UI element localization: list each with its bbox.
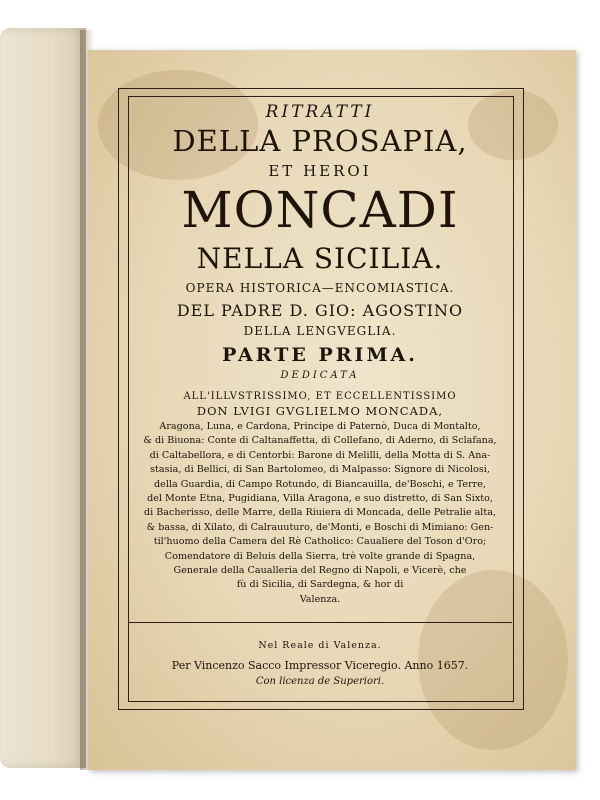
dedicata-label: DEDICATA	[280, 370, 360, 381]
volume-label: PARTE PRIMA.	[222, 344, 418, 366]
title-line-heroi: ET HEROI	[268, 162, 372, 180]
title-line-moncadi: MONCADI	[181, 181, 459, 239]
dedicatee-titles	[128, 420, 512, 607]
body-line: Generale della Caualleria del Regno di Napoli, e Vicerè, che	[173, 565, 467, 577]
body-line: stasia, di Bellici, di San Bartolomeo, di Malpasso: Signore di Nicolosi,	[150, 464, 490, 476]
author-surname: DELLA LENGVEGLIA.	[243, 324, 397, 338]
body-line: fù di Sicilia, di Sardegna, & hor di	[236, 579, 404, 591]
body-line: del Monte Etna, Pugidiana, Villa Aragona, e suo distretto, di San Sixto,	[147, 493, 493, 505]
imprint-printer: Per Vincenzo Sacco Impressor Viceregio. Anno 1657.	[171, 659, 469, 672]
body-line: Aragona, Luna, e Cardona, Principe di Paternò, Duca di Montalto,	[159, 421, 481, 432]
body-line: Valenza.	[299, 593, 341, 605]
body-line: della Guardia, di Campo Rotundo, di Biancauilla, de'Boschi, e Terre,	[154, 478, 486, 490]
title-line-sicilia: NELLA SICILIA.	[196, 242, 444, 275]
imprint-license: Con licenza de Superiori.	[255, 676, 385, 687]
imprint-place: Nel Reale di Valenza.	[258, 639, 382, 651]
body-line: & di Biuona: Conte di Caltanaffetta, di Collefano, di Aderno, di Sclafana,	[143, 435, 497, 447]
body-line: di Bacherisso, delle Marre, della Riuiera di Moncada, delle Petralie alta,	[143, 507, 497, 519]
title-line-ritratti: RITRATTI	[265, 102, 375, 122]
body-line: di Caltabellora, e di Centorbi: Barone di Melilli, della Motta di S. Ana-	[149, 449, 491, 461]
imprint-rule	[128, 622, 512, 623]
facing-page	[0, 28, 86, 768]
body-line: & bassa, di Xilato, di Calrauuturo, de'Monti, e Boschi di Mimiano: Gen-	[146, 521, 494, 533]
dedicatee-name: DON LVIGI GVGLIELMO MONCADA,	[196, 404, 444, 418]
title-line-prosapia: DELLA PROSAPIA,	[172, 124, 468, 158]
subtitle-opera: OPERA HISTORICA—ENCOMIASTICA.	[185, 281, 455, 295]
dedication-line: ALL'ILLVSTRISSIMO, ET ECCELLENTISSIMO	[183, 391, 457, 402]
title-page-text	[128, 96, 512, 700]
body-line: til'huomo della Camera del Rè Catholico: Caualiere del Toson d'Oro;	[153, 536, 487, 548]
body-line: Comendatore di Beluis della Sierra, trè volte grande di Spagna,	[164, 550, 476, 562]
author-line: DEL PADRE D. GIO: AGOSTINO	[176, 301, 464, 320]
